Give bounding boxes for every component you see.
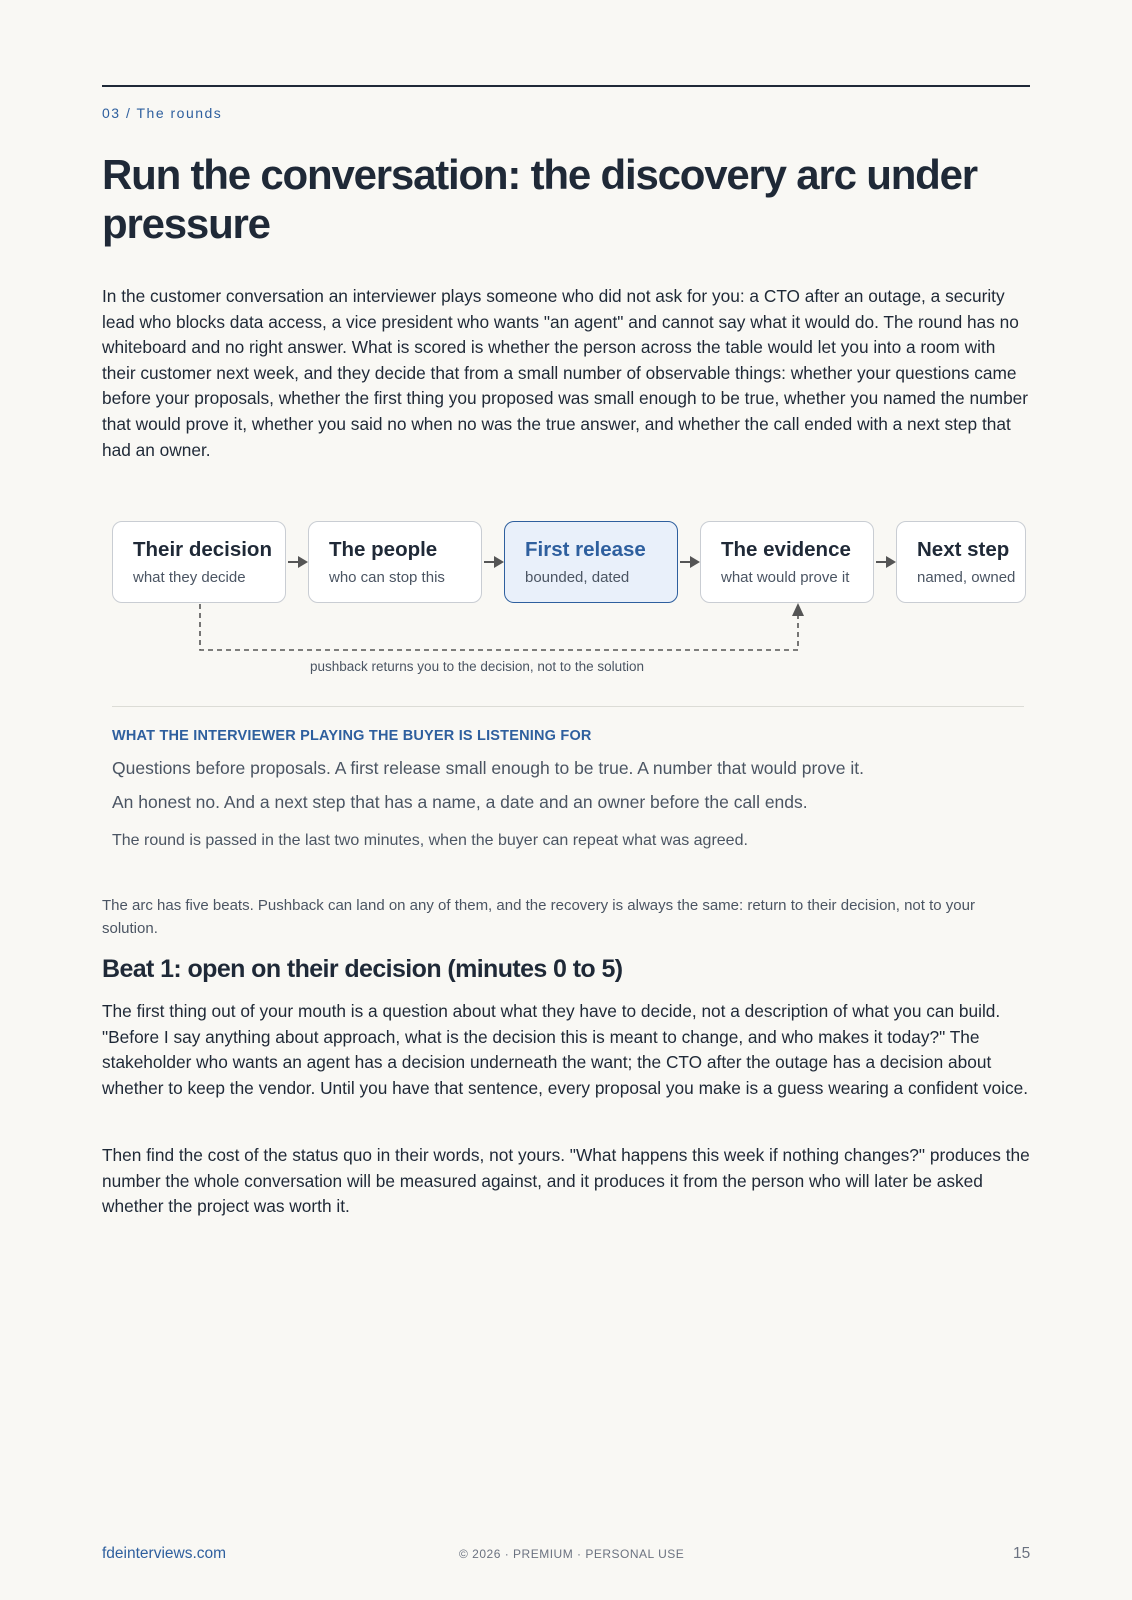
step-subtitle: bounded, dated	[525, 569, 630, 586]
arrowhead-icon	[690, 556, 700, 568]
beat-1-paragraph-2: Then find the cost of the status quo in their words, not yours. "What happens this week if nothing changes?" produces the number the whole conversation will be measured against, and it produces it from the person who will later be asked whether the project was worth it.	[102, 1145, 1030, 1217]
beat-1-paragraph-1: The first thing out of your mouth is a question about what they have to decide, not a description of what you can build. "Before I say anything about approach, what is the decision this is meant to change, and who makes it today?" The stakeholder who wants an agent has a decision underneath the want; the CTO after the outage has a decision about whether to keep the vendor. Until you have that sentence, every proposal you make is a guess wearing a confident voice.	[102, 1001, 1029, 1098]
footer-notice: © 2026 · PREMIUM · PERSONAL USE	[459, 1547, 685, 1561]
step-title: Next step	[917, 538, 1010, 561]
pushback-dashed-line	[200, 604, 798, 650]
callout-note: The round is passed in the last two minutes, when the buyer can repeat what was agreed.	[112, 832, 748, 849]
step-title: The people	[329, 538, 438, 561]
top-rule	[102, 85, 1030, 87]
section-kicker: 03 / The rounds	[102, 105, 223, 121]
intro-paragraph: In the customer conversation an interviewer plays someone who did not ask for you: a CTO after an outage, a security lead who blocks data access, a vice president who wants "an agent" and cannot say what it would do. The round has no whiteboard and no right answer. What is scored is whether the person across the table would let you into a room with their customer next week, and they decide that from a small number of observable things: whether your questions came before your proposals, whether the first thing you proposed was small enough to be true, whether you named the number that would prove it, whether you said no when no was the true answer, and whether the call ended with a next step that had an owner.	[102, 286, 1029, 460]
pushback-caption: pushback returns you to the decision, not to the solution	[310, 659, 644, 674]
step-subtitle: named, owned	[917, 569, 1016, 586]
step-subtitle: what would prove it	[721, 569, 850, 586]
step-title: First release	[525, 538, 646, 561]
step-subtitle: what they decide	[133, 569, 246, 586]
page-number: 15	[1013, 1545, 1031, 1562]
step-subtitle: who can stop this	[329, 569, 445, 586]
beat-1-heading: Beat 1: open on their decision (minutes 0 to 5)	[102, 955, 623, 983]
page-title: Run the conversation: the discovery arc under pressure	[102, 151, 977, 247]
arrowhead-icon	[494, 556, 504, 568]
arrowhead-icon	[886, 556, 896, 568]
arrowhead-icon	[298, 556, 308, 568]
step-title: The evidence	[721, 538, 851, 561]
callout-line: An honest no. And a next step that has a name, a date and an owner before the call ends.	[112, 792, 808, 812]
section-divider	[112, 706, 1024, 707]
up-arrowhead-icon	[792, 603, 804, 616]
step-box-the-people	[308, 521, 482, 603]
step-title: Their decision	[133, 538, 272, 561]
step-box-the-evidence	[700, 521, 874, 603]
callout-line: Questions before proposals. A first release small enough to be true. A number that would prove it.	[112, 758, 864, 778]
step-box-next-step	[896, 521, 1026, 603]
step-box-their-decision	[112, 521, 286, 603]
footer-site-link[interactable]: fdeinterviews.com	[102, 1545, 227, 1562]
arc-note: The arc has five beats. Pushback can land on any of them, and the recovery is always the same: return to their decision, not to your solution.	[102, 897, 975, 937]
callout-heading: WHAT THE INTERVIEWER PLAYING THE BUYER IS LISTENING FOR	[112, 728, 592, 744]
step-box-first-release	[504, 521, 678, 603]
